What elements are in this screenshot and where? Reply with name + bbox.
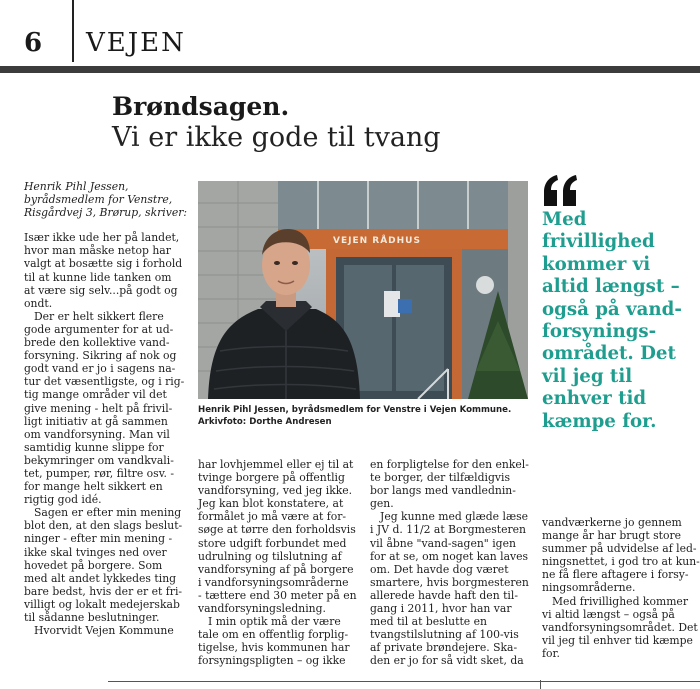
text-line: valgt at bosætte sig i forhold bbox=[24, 257, 183, 271]
text-line: vil jeg til enhver tid kæmpe bbox=[542, 633, 693, 647]
article-column-1 bbox=[24, 180, 192, 637]
text-line: hovedet på borgere. Som bbox=[24, 558, 163, 572]
text-line: vi altid længst – også på bbox=[542, 607, 675, 621]
quote-mark-glyph bbox=[542, 172, 582, 212]
text-line: Med frivillighed kommer bbox=[552, 594, 688, 608]
text-line: vandforsyningsledning. bbox=[198, 602, 326, 616]
text-line: tigelse, hvis kommunen har bbox=[198, 641, 350, 655]
text-line: godt vand er jo i sagens na- bbox=[24, 362, 176, 376]
building-sign-text: VEJEN RÅDHUS bbox=[333, 236, 421, 246]
text-line: Sagen er efter min mening bbox=[34, 506, 182, 520]
text-line: gen. bbox=[370, 497, 394, 511]
text-line: forsyningspligten – og ikke bbox=[198, 654, 346, 668]
text-line: bor langs med vandlednin- bbox=[370, 484, 516, 498]
text-line: ondt. bbox=[24, 296, 53, 310]
header-rule bbox=[0, 66, 700, 73]
text-line: allerede havde haft den til- bbox=[370, 588, 518, 602]
text-line: brede den kollektive vand- bbox=[24, 336, 170, 350]
text-line: for mange helt sikkert en bbox=[24, 480, 163, 494]
section-title: VEJEN bbox=[86, 28, 186, 58]
quote-mark-icon bbox=[542, 172, 582, 212]
text-line: at være sig selv...på godt og bbox=[24, 283, 178, 297]
text-line: Hvorvidt Vejen Kommune bbox=[34, 624, 174, 638]
text-line: med til at beslutte en bbox=[370, 615, 487, 629]
text-line: Jeg kan blot konstatere, at bbox=[198, 497, 344, 511]
text-line: hvor man måske netop har bbox=[24, 244, 171, 258]
text-line: til at kunne lide tanken om bbox=[24, 270, 172, 284]
paragraph bbox=[370, 510, 536, 667]
paragraph bbox=[370, 458, 536, 510]
paragraph bbox=[542, 595, 700, 660]
text-line: samtidig kunne slippe for bbox=[24, 440, 164, 454]
text-line: vil åbne "vand-sagen" igen bbox=[370, 536, 516, 550]
text-line: ninger - efter min mening - bbox=[24, 532, 173, 546]
photo-illustration bbox=[198, 181, 528, 399]
text-line: forsyning. Sikring af nok og bbox=[24, 349, 177, 363]
text-line: ne få flere aftagere i forsy- bbox=[542, 568, 689, 582]
text-line: - tættere end 30 meter på en bbox=[198, 588, 357, 602]
byline-line: Risgårdvej 3, Brørup, skriver: bbox=[24, 206, 188, 220]
paragraph bbox=[198, 458, 364, 615]
paragraph bbox=[24, 506, 192, 624]
text-line: for. bbox=[542, 646, 560, 660]
text-line: har lovhjemmel eller ej til at bbox=[198, 458, 354, 471]
text-line: store udgift forbundet med bbox=[198, 536, 347, 550]
paragraph bbox=[24, 624, 192, 637]
text-line: tur det væsentligste, og i rig- bbox=[24, 375, 185, 389]
text-line: vandforsyning, ved jeg ikke. bbox=[198, 484, 353, 498]
footer-tick bbox=[540, 680, 541, 689]
text-line: tale om en offentlig forplig- bbox=[198, 628, 349, 642]
caption-text: Henrik Pihl Jessen, byrådsmedlem for Venstre i Vejen Kommune. bbox=[198, 405, 512, 415]
text-line: ikke skal tvinges ned over bbox=[24, 545, 167, 559]
text-line: i JV d. 11/2 at Borgmesteren bbox=[370, 523, 527, 537]
text-line: formålet jo må være at for- bbox=[198, 510, 347, 524]
text-line: villigt og lokalt medejerskab bbox=[24, 597, 180, 611]
text-line: Især ikke ude her på landet, bbox=[24, 231, 180, 245]
text-line: bekymringer om vandkvali- bbox=[24, 453, 174, 467]
text-line: til sådanne beslutninger. bbox=[24, 611, 160, 624]
article-column-2 bbox=[198, 458, 364, 668]
text-line: om. Det havde dog været bbox=[370, 562, 509, 576]
text-line: bare bedst, hvis der er et fri- bbox=[24, 584, 183, 598]
text-line: den er jo for så vidt sket, da bbox=[370, 654, 524, 668]
text-line: af private brøndejere. Ska- bbox=[370, 641, 518, 655]
paragraph bbox=[24, 231, 192, 310]
text-line: ningsområderne. bbox=[542, 581, 636, 595]
text-line: tig mange områder vil det bbox=[24, 388, 167, 402]
text-line: i vandforsyningsområderne bbox=[198, 575, 349, 589]
text-line: vandforsyningsområdet. Det bbox=[542, 620, 698, 634]
text-line: med alt andet lykkedes ting bbox=[24, 571, 177, 585]
text-line: I min optik må der være bbox=[208, 615, 341, 629]
text-line: rigtig god idé. bbox=[24, 493, 102, 507]
header-divider bbox=[72, 0, 74, 62]
footer-rule bbox=[108, 681, 700, 682]
paragraph bbox=[24, 310, 192, 506]
text-line: gang i 2011, hvor han var bbox=[370, 602, 512, 616]
article-column-4 bbox=[542, 516, 700, 660]
text-line: Der er helt sikkert flere bbox=[34, 309, 164, 323]
text-line: mange år har brugt store bbox=[542, 529, 682, 543]
text-line: vandforsyning af på borgere bbox=[198, 562, 354, 576]
text-line: Jeg kunne med glæde læse bbox=[380, 510, 529, 524]
article-photo bbox=[198, 181, 528, 399]
headline-kicker: Brøndsagen. bbox=[112, 92, 290, 121]
text-line: en forpligtelse for den enkel- bbox=[370, 458, 529, 471]
text-line: ningsnettet, i god tro at kun- bbox=[542, 555, 700, 569]
text-line: tvangstilslutning af 100-vis bbox=[370, 628, 519, 642]
text-line: om vandforsyning. Man vil bbox=[24, 427, 170, 441]
text-line: ligt initiativ at gå sammen bbox=[24, 414, 168, 428]
caption-credit: Arkivfoto: Dorthe Andresen bbox=[198, 417, 332, 427]
text-line: blot den, at den slags beslut- bbox=[24, 519, 183, 533]
article-column-3 bbox=[370, 458, 536, 668]
text-line: tet, pumper, rør, filtre osv. - bbox=[24, 466, 175, 480]
pull-quote: Med frivillighed kommer vi altid længst – også på vand-forsynings-området. Det vil jeg til enhver tid kæmpe for. bbox=[542, 209, 682, 432]
text-line: gode argumenter for at ud- bbox=[24, 322, 174, 336]
text-line: te borger, der tilfældigvis bbox=[370, 471, 510, 485]
headline-main: Vi er ikke gode til tvang bbox=[112, 122, 441, 153]
text-line: søge at tørre den forholdsvis bbox=[198, 523, 356, 537]
byline-line: byrådsmedlem for Venstre, bbox=[24, 193, 173, 207]
byline bbox=[24, 180, 192, 219]
photo-caption bbox=[198, 404, 538, 428]
text-line: vandværkerne jo gennem bbox=[542, 516, 682, 529]
text-line: for at se, om noget kan laves bbox=[370, 549, 529, 563]
paragraph bbox=[198, 615, 364, 667]
text-line: give mening - helt på frivil- bbox=[24, 401, 173, 415]
text-line: smartere, hvis borgmesteren bbox=[370, 575, 529, 589]
paragraph bbox=[542, 516, 700, 595]
text-line: tvinge borgere på offentlig bbox=[198, 471, 345, 485]
text-line: udrulning og tilslutning af bbox=[198, 549, 342, 563]
page-number: 6 bbox=[24, 28, 43, 58]
text-line: summer på udvidelse af led- bbox=[542, 542, 697, 556]
byline-line: Henrik Pihl Jessen, bbox=[24, 180, 129, 193]
